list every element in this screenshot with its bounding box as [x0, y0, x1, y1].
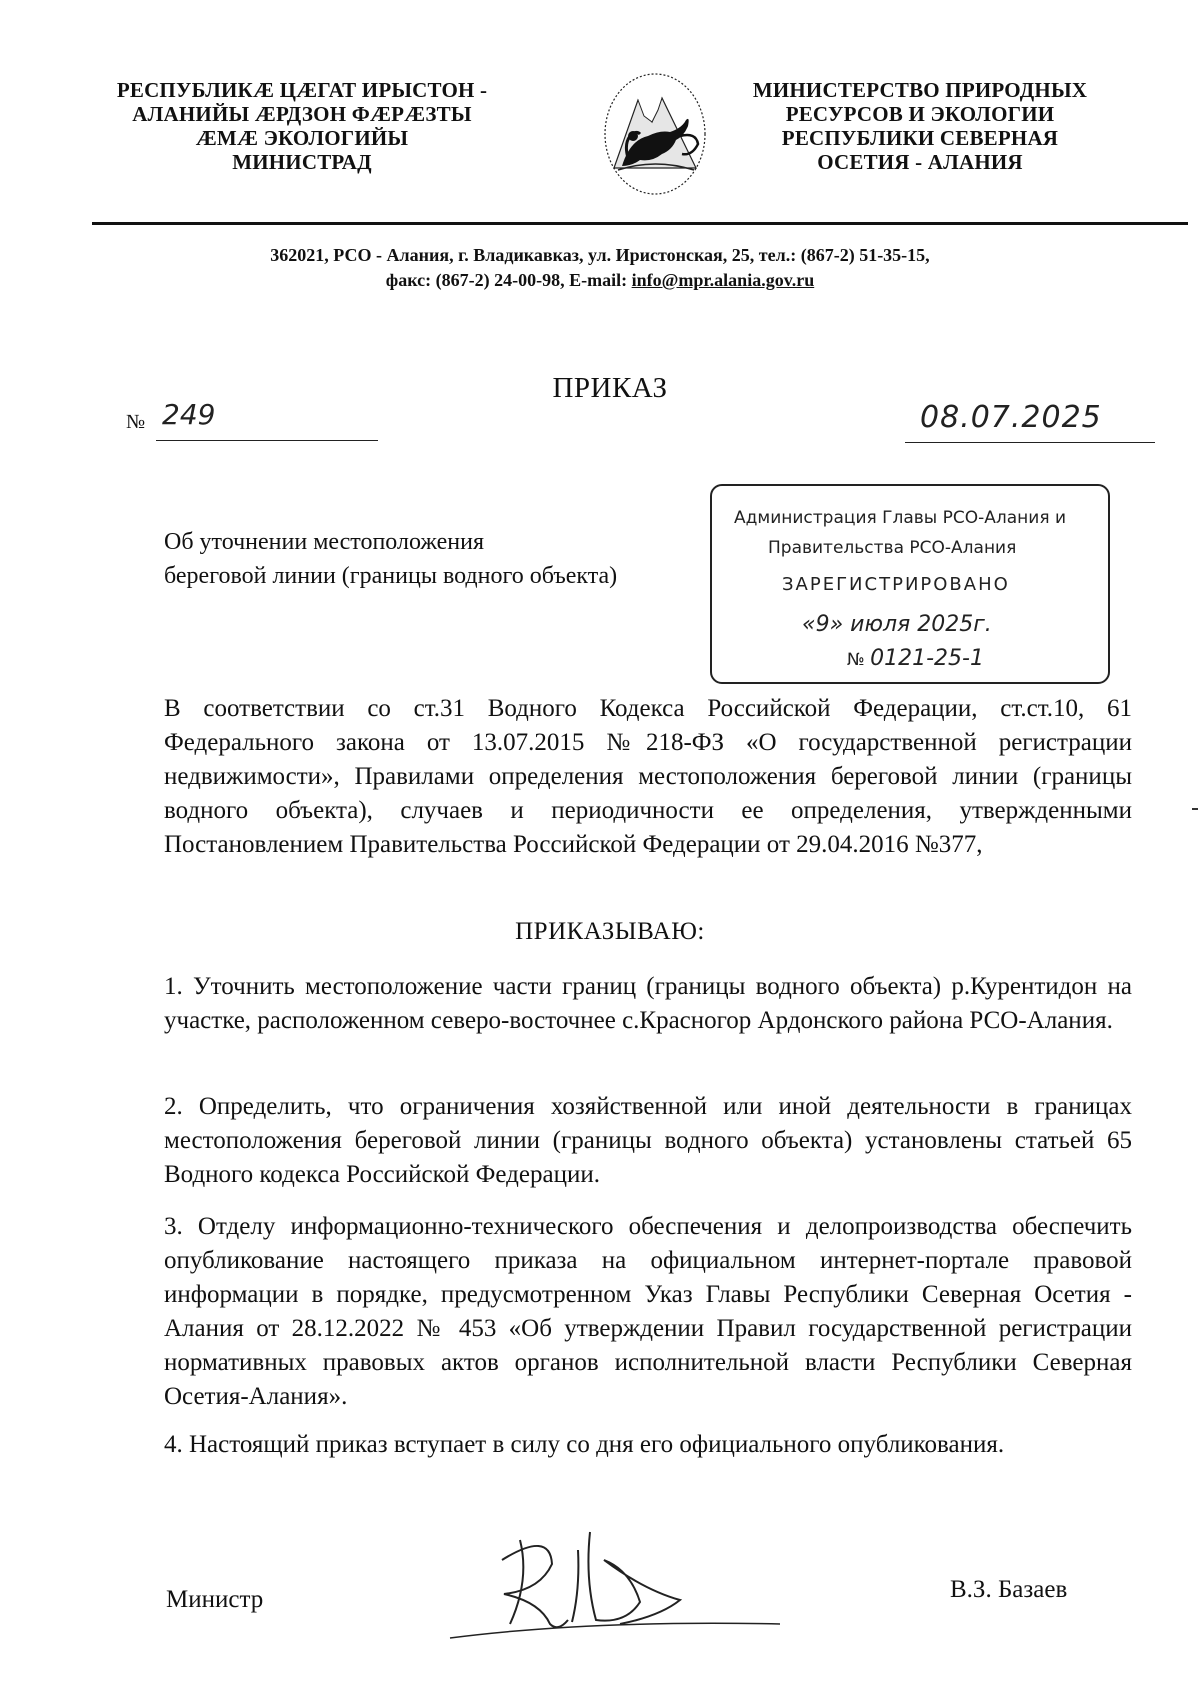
order-item-3: 3. Отделу информационно-технического обеспечения и делопроизводства обеспечить опубликование настоящего приказа на официальном интернет-портале правовой информации в порядке, предусмотренном Указ Главы Республики Северная Осетия - Алания от 28.12.2022 № 453 «Об утверждении Правил государственной регистрации нормативных правовых актов органов исполнительной власти Республики Северная Осетия-Алания». [164, 1213, 1132, 1410]
order-heading: ПРИКАЗЫВАЮ: [515, 918, 705, 945]
signatory-role: Министр [166, 1586, 264, 1613]
stamp-date: «9» июля 2025г. [802, 612, 992, 637]
handwritten-signature [440, 1520, 800, 1650]
header-left-line: АЛАНИЙЫ ÆРДЗОН ФÆРÆЗТЫ [132, 102, 472, 126]
stamp-status: ЗАРЕГИСТРИРОВАНО [782, 574, 1010, 595]
header-right-line: ОСЕТИЯ - АЛАНИЯ [817, 150, 1023, 174]
order-date: 08.07.2025 [920, 400, 1102, 435]
stamp-authority-line: Администрация Главы РСО-Алания и [734, 508, 1067, 528]
date-underline [905, 442, 1155, 443]
number-underline [156, 440, 378, 441]
order-subject [164, 525, 617, 593]
order-item-2: 2. Определить, что ограничения хозяйственной или иной деятельности в границах местоположения береговой линии (границы водного объекта) установлены статьей 65 Водного кодекса Российской Федерации. [164, 1093, 1132, 1188]
email-link[interactable]: info@mpr.alania.gov.ru [631, 270, 815, 290]
header-right-line: РЕСПУБЛИКИ СЕВЕРНАЯ [781, 126, 1059, 150]
registration-stamp [710, 484, 1110, 684]
stamp-number [847, 646, 984, 671]
stamp-number-value: 0121-25-1 [870, 646, 984, 671]
subject-line: Об уточнении местоположения [164, 529, 485, 555]
header-right-line: МИНИСТЕРСТВО ПРИРОДНЫХ [752, 78, 1088, 102]
order-item-1: 1. Уточнить местоположение части границ (границы водного объекта) р.Курентидон на участке, расположенном северо-восточнее с.Красногор Ардонского района РСО-Алания. [164, 973, 1132, 1034]
preamble-paragraph: В соответствии со ст.31 Водного Кодекса Российской Федерации, ст.ст.10, 61 Федерального закона от 13.07.2015 №218-ФЗ «О государственной регистрации недвижимости», Правилами определения местоположения береговой линии (границы водного объекта), случаев и периодичности ее определения, утвержденными Постановлением Правительства Российской Федерации от 29.04.2016 №377, [164, 695, 1132, 858]
header-ossetian-ministry-name [92, 78, 512, 174]
stamp-authority-line: Правительства РСО-Алания [768, 538, 1017, 558]
order-item-4: 4. Настоящий приказ вступает в силу со дня его официального опубликования. [164, 1431, 1005, 1458]
order-number [126, 398, 256, 442]
address-line: 362021, РСО - Алания, г. Владикавказ, ул. Иристонская, 25, тел.: (867-2) 51-35-15, [270, 245, 930, 265]
snow-leopard-emblem-icon [600, 70, 710, 198]
header-divider [92, 222, 1188, 225]
header-russian-ministry-name [720, 78, 1120, 174]
contact-line [0, 270, 1200, 291]
scan-mark [1192, 808, 1198, 810]
header-right-line: РЕСУРСОВ И ЭКОЛОГИИ [785, 102, 1055, 126]
header-left-line: РЕСПУБЛИКÆ ЦÆГАТ ИРЫСТОН - [116, 78, 488, 102]
number-sign: № [126, 411, 146, 433]
stamp-number-sign: № [847, 650, 865, 670]
signatory-name: В.З. Базаев [950, 1576, 1068, 1603]
document-title: ПРИКАЗ [552, 372, 668, 404]
order-number-value: 249 [162, 398, 216, 431]
header-left-line: МИНИСТРАД [232, 150, 372, 174]
subject-line: береговой линии (границы водного объекта) [164, 563, 618, 589]
fax-text: факс: (867-2) 24-00-98, E-mail: [385, 270, 632, 290]
header-left-line: ÆМÆ ЭКОЛОГИЙЫ [195, 126, 409, 150]
